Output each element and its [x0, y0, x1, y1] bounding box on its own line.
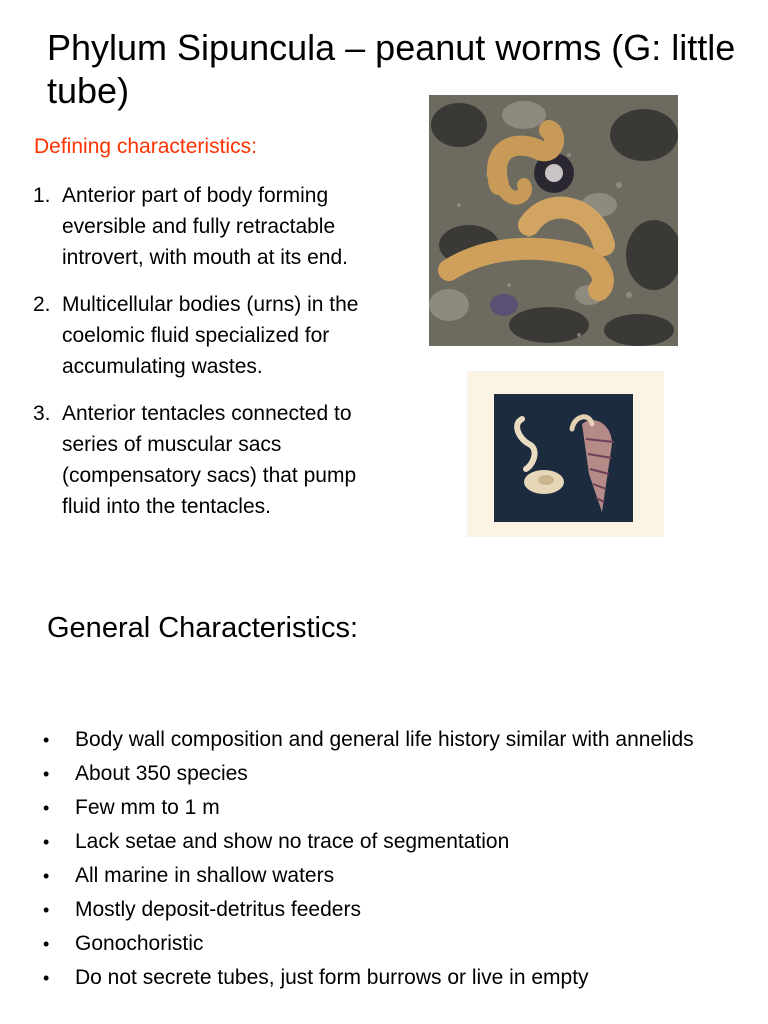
worm-and-shell-photo-inner [494, 394, 633, 522]
general-item [0, 897, 740, 923]
general-item [0, 863, 740, 889]
list-item-text: Multicellular bodies (urns) in the coelomic fluid specialized for accumulating wastes. [62, 293, 359, 378]
peanut-worms-rock-photo [429, 95, 678, 346]
list-item-text: Lack setae and show no trace of segmentation [75, 830, 510, 853]
list-number: 3. [33, 402, 51, 425]
bullet-icon: • [43, 832, 50, 852]
worm-and-shell-illustration [494, 394, 633, 522]
defining-characteristics-list [0, 180, 400, 538]
bullet-icon: • [43, 866, 50, 886]
list-item-text: Few mm to 1 m [75, 796, 220, 819]
list-item-text: Gonochoristic [75, 932, 204, 955]
list-number: 1. [33, 184, 51, 207]
general-item [0, 829, 740, 855]
bullet-icon: • [43, 934, 50, 954]
list-item-text: Mostly deposit-detritus feeders [75, 898, 361, 921]
bullet-icon: • [43, 900, 50, 920]
general-item [0, 727, 740, 753]
defining-item-2 [0, 289, 400, 382]
defining-item-3 [0, 398, 400, 522]
bullet-icon: • [43, 968, 50, 988]
list-number: 2. [33, 293, 51, 316]
list-item-text: Anterior part of body forming eversible and fully retractable introvert, with mouth at its end. [62, 184, 348, 269]
defining-characteristics-heading: Defining characteristics: [34, 135, 257, 158]
general-item [0, 931, 740, 957]
bullet-icon: • [43, 764, 50, 784]
list-item-text: Anterior tentacles connected to series of muscular sacs (compensatory sacs) that pump fluid into the tentacles. [62, 402, 357, 518]
general-characteristics-heading: General Characteristics: [47, 612, 359, 644]
general-item [0, 795, 740, 821]
bullet-icon: • [43, 798, 50, 818]
peanut-worms-rock-illustration [429, 95, 678, 346]
list-item-text: Do not secrete tubes, just form burrows or live in empty [75, 966, 589, 989]
general-characteristics-list [0, 727, 740, 999]
bullet-icon: • [43, 730, 50, 750]
list-item-text: About 350 species [75, 762, 248, 785]
list-item-text: Body wall composition and general life history similar with annelids [75, 728, 694, 751]
general-item [0, 761, 740, 787]
general-item [0, 965, 740, 991]
list-item-text: All marine in shallow waters [75, 864, 335, 887]
defining-item-1 [0, 180, 400, 273]
worm-and-shell-photo [467, 371, 664, 537]
slide-title: Phylum Sipuncula – peanut worms (G: little tube) [47, 27, 736, 111]
